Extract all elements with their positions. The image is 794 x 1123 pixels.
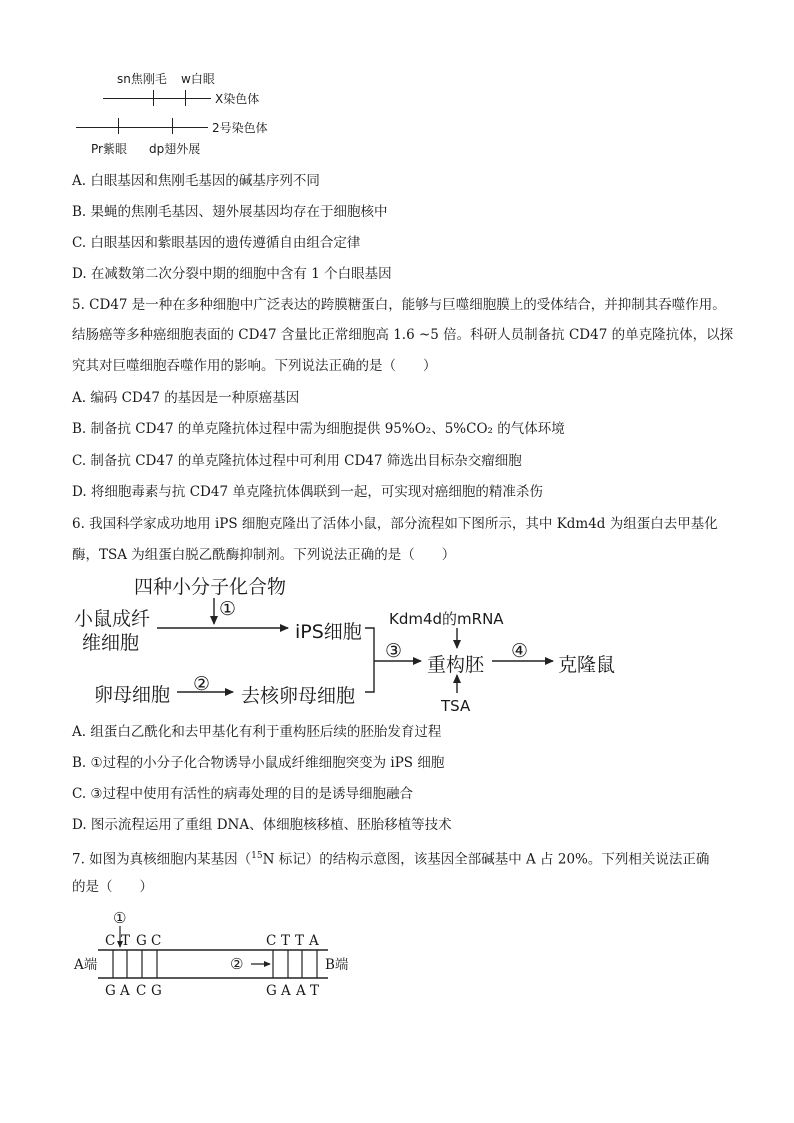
option-b: B. ①过程的小分子化合物诱导小鼠成纤维细胞突变为 iPS 细胞: [72, 755, 445, 771]
base-letter: C: [136, 983, 147, 999]
base-letter: G: [151, 983, 162, 999]
option-d: D. 在减数第二次分裂中期的细胞中含有 1 个白眼基因: [72, 266, 392, 282]
option-c: C. ③过程中使用有活性的病毒处理的目的是诱导细胞融合: [72, 786, 414, 802]
a-end-label: A端: [74, 957, 98, 973]
option-d: D. 将细胞毒素与抗 CD47 单克隆抗体偶联到一起，可实现对癌细胞的精准杀伤: [72, 484, 543, 500]
q6-stem-line: 6. 我国科学家成功地用 iPS 细胞克隆出了活体小鼠，部分流程如下图所示，其中 Kdm4d 为组蛋白去甲基化: [72, 516, 718, 532]
base-letter: C: [105, 933, 116, 949]
gene-label-w: w白眼: [181, 72, 215, 86]
fibroblast-label: 维细胞: [82, 632, 140, 654]
base-letter: A: [120, 983, 130, 999]
b-end-label: B端: [325, 957, 349, 973]
chromosome-2-label: 2号染色体: [212, 121, 268, 135]
base-letter: T: [295, 933, 305, 949]
ips-cell-label: iPS细胞: [295, 621, 362, 643]
base-letter: T: [310, 983, 320, 999]
small-molecules-label: 四种小分子化合物: [134, 576, 287, 598]
gene-label-pr: Pr紫眼: [91, 142, 127, 156]
q7-stem-part: 7. 如图为真核细胞内某基因（: [72, 851, 252, 868]
base-letter: C: [266, 933, 277, 949]
option-c: C. 制备抗 CD47 的单克隆抗体过程中可利用 CD47 筛选出目标杂交瘤细胞: [72, 453, 522, 469]
gene-label-sn: sn焦刚毛: [117, 72, 167, 86]
option-b: B. 制备抗 CD47 的单克隆抗体过程中需为细胞提供 95%O₂、5%CO₂ 的气体环境: [72, 421, 565, 437]
option-a: A. 编码 CD47 的基因是一种原癌基因: [72, 390, 300, 406]
oocyte-label: 卵母细胞: [94, 684, 171, 706]
q6-stem-line: 酶，TSA 为组蛋白脱乙酰酶抑制剂。下列说法正确的是（ ）: [72, 547, 456, 563]
step-1-marker: ①: [219, 598, 237, 620]
base-letter: A: [296, 983, 306, 999]
q5-stem-line: 究其对巨噬细胞吞噬作用的影响。下列说法正确的是（ ）: [72, 358, 437, 374]
step-3-marker: ③: [385, 640, 403, 662]
kdm4d-mrna-label: Kdm4d的mRNA: [389, 610, 504, 628]
base-letter: G: [136, 933, 147, 949]
base-letter: T: [281, 933, 291, 949]
pointer-2-marker: ②: [230, 955, 244, 973]
q5-stem-line: 结肠癌等多种癌细胞表面的 CD47 含量比正常细胞高 1.6 ~5 倍。科研人员制备抗 CD47 的单克隆抗体，以探: [72, 327, 734, 343]
base-letter: G: [266, 983, 277, 999]
enucleated-oocyte-label: 去核卵母细胞: [241, 685, 356, 707]
isotope-superscript: 15: [251, 851, 263, 861]
option-a: A. 白眼基因和焦刚毛基因的碱基序列不同: [72, 173, 320, 189]
q5-stem-line: 5. CD47 是一种在多种细胞中广泛表达的跨膜糖蛋白，能够与巨噬细胞膜上的受体结合，并抑制其吞噬作用。: [72, 297, 726, 313]
tsa-label: TSA: [441, 697, 471, 715]
fibroblast-label: 小鼠成纤: [74, 608, 151, 630]
base-letter: T: [121, 933, 131, 949]
pointer-1-marker: ①: [113, 909, 127, 927]
step-4-marker: ④: [511, 640, 529, 662]
reconstructed-embryo-label: 重构胚: [427, 654, 485, 676]
x-chromosome-label: X染色体: [215, 92, 260, 106]
q7-stem-line: 的是（ ）: [72, 879, 153, 895]
option-b: B. 果蝇的焦刚毛基因、翅外展基因均存在于细胞核中: [72, 204, 388, 220]
q7-stem-part: N 标记）的结构示意图，该基因全部碱基中 A 占 20%。下列相关说法正确: [262, 851, 710, 868]
base-letter: G: [105, 983, 116, 999]
gene-label-dp: dp翅外展: [149, 142, 201, 156]
option-d: D. 图示流程运用了重组 DNA、体细胞核移植、胚胎移植等技术: [72, 817, 452, 833]
base-letter: A: [309, 933, 319, 949]
base-letter: A: [281, 983, 291, 999]
clone-mouse-label: 克隆鼠: [558, 654, 616, 676]
option-a: A. 组蛋白乙酰化和去甲基化有利于重构胚后续的胚胎发育过程: [72, 724, 442, 740]
base-letter: C: [151, 933, 162, 949]
option-c: C. 白眼基因和紫眼基因的遗传遵循自由组合定律: [72, 235, 361, 251]
step-2-marker: ②: [193, 673, 211, 695]
